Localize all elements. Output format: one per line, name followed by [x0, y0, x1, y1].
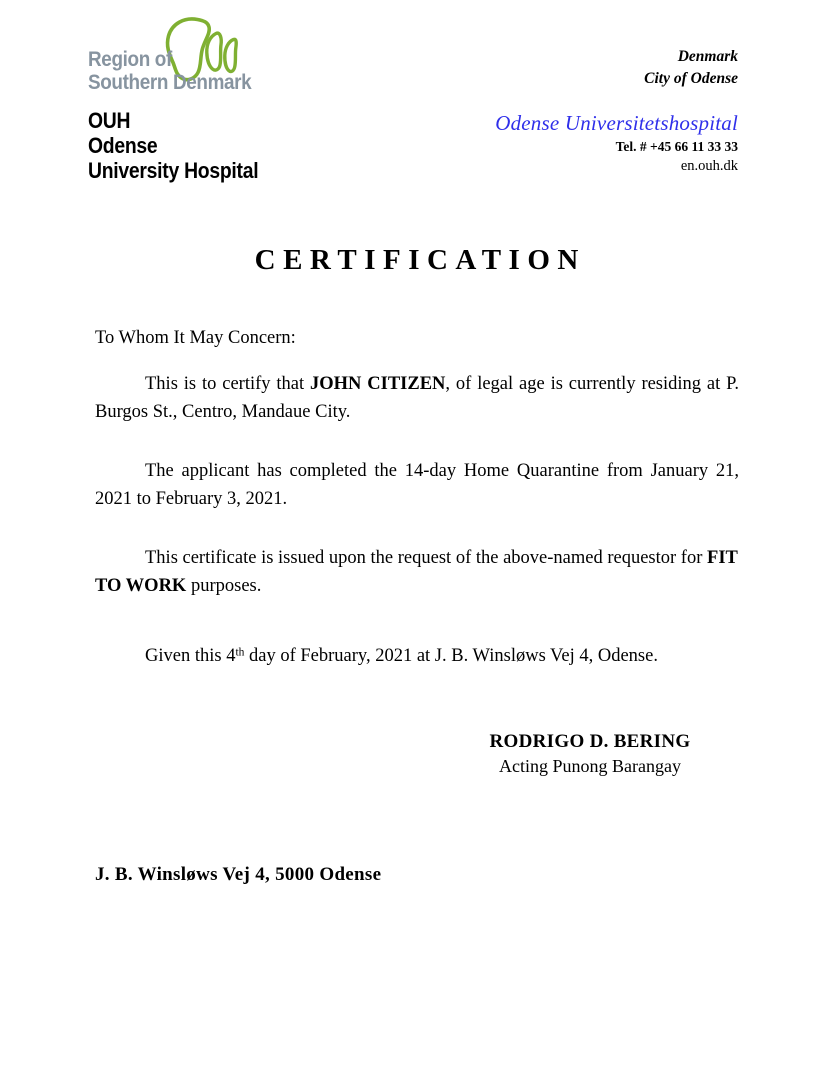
purpose-label: FIT TO WORK	[95, 547, 738, 596]
region-line-2: Southern Denmark	[88, 71, 252, 94]
given-prefix: Given this 4	[145, 646, 236, 666]
header-telephone: Tel. # +45 66 11 33 33	[615, 139, 738, 154]
paragraph-quarantine: The applicant has completed the 14-day Home Quarantine from January 21, 2021 to February 3, 2021.	[95, 460, 739, 509]
header-country: Denmark	[677, 48, 738, 65]
salutation: To Whom It May Concern:	[95, 328, 296, 348]
given-ordinal-suffix: th	[235, 646, 245, 659]
document-header	[0, 0, 833, 200]
certified-person-name: JOHN CITIZEN	[310, 373, 446, 394]
signature-block	[440, 730, 740, 778]
ouh-line-2: Odense	[88, 133, 158, 158]
logo-top-row	[88, 14, 348, 100]
signatory-role: Acting Punong Barangay	[499, 756, 681, 776]
paragraph-certify	[95, 370, 739, 427]
region-of-southern-denmark-wordmark	[88, 48, 251, 94]
document-body	[95, 324, 739, 601]
ouh-line-3: University Hospital	[88, 158, 259, 183]
purpose-text-after: purposes.	[186, 576, 262, 596]
header-website: en.ouh.dk	[680, 158, 738, 174]
ouh-wordmark	[88, 108, 258, 183]
ouh-line-1: OUH	[88, 108, 131, 133]
paragraph-purpose	[95, 544, 739, 601]
paragraph-given-date	[95, 642, 739, 671]
given-suffix: day of February, 2021 at J. B. Winsløws Vej 4, Odense.	[244, 646, 658, 666]
header-city: City of Odense	[644, 70, 738, 87]
footer-address: J. B. Winsløws Vej 4, 5000 Odense	[95, 864, 382, 885]
page-title: CERTIFICATION	[254, 244, 586, 276]
signatory-name: RODRIGO D. BERING	[489, 731, 691, 752]
hospital-logo-block	[88, 14, 348, 183]
certify-text-after: , of legal age is currently residing at P. Burgos St., Centro, Mandaue City.	[95, 373, 740, 422]
header-contact-block	[318, 46, 738, 176]
purpose-text-before: This certificate is issued upon the request of the above-named requestor for	[145, 547, 708, 568]
region-line-1: Region of	[88, 48, 172, 71]
header-hospital-name: Odense Universitetshospital	[495, 111, 738, 135]
certify-text-before: This is to certify that	[145, 373, 311, 394]
